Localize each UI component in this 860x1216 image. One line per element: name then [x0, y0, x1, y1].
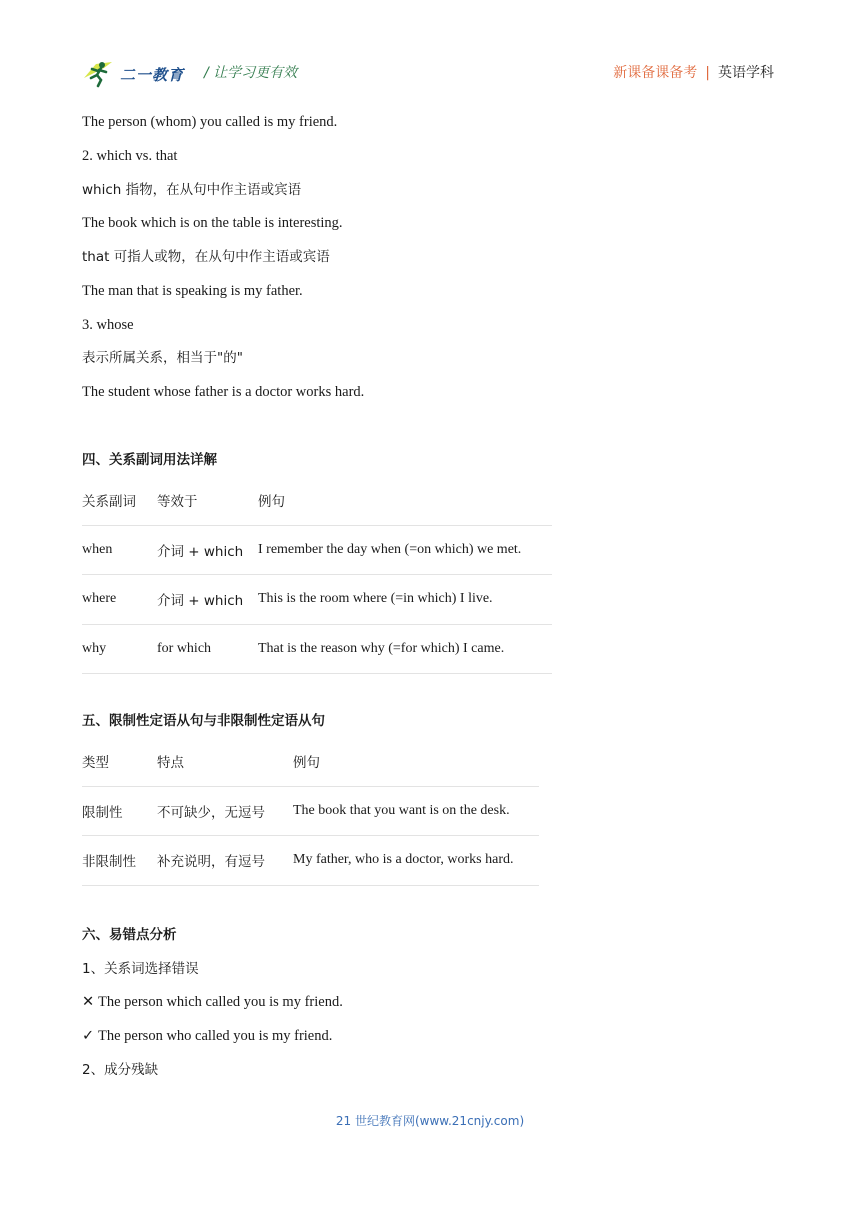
error-item-title: 1、关系词选择错误 — [82, 961, 199, 977]
runner-logo-icon — [82, 56, 122, 88]
explanation-text: that 可指人或物，在从句中作主语或宾语 — [82, 249, 330, 265]
table-cell: 介词 + which — [157, 575, 258, 625]
error-item-title: 2、成分残缺 — [82, 1062, 159, 1078]
table-cell: 非限制性 — [82, 836, 157, 886]
table-cell: That is the reason why (=for which) I came. — [258, 624, 552, 674]
section-heading: 六、易错点分析 — [82, 927, 177, 943]
table-cell: 不可缺少，无逗号 — [157, 786, 293, 836]
table-row — [82, 575, 552, 625]
column-header: 例句 — [258, 476, 552, 525]
column-header: 关系副词 — [82, 476, 157, 525]
table-cell: when — [82, 525, 157, 575]
explanation-text: which 指物，在从句中作主语或宾语 — [82, 182, 302, 198]
example-sentence: The book which is on the table is interesting. — [82, 215, 343, 231]
table-cell: My father, who is a doctor, works hard. — [293, 836, 539, 886]
header-subject — [613, 62, 774, 82]
explanation-text: 表示所属关系，相当于"的" — [82, 350, 243, 366]
column-header: 等效于 — [157, 476, 258, 525]
page-footer: 21 世纪教育网(www.21cnjy.com) — [335, 1114, 525, 1128]
table-cell: 限制性 — [82, 786, 157, 836]
column-header: 类型 — [82, 737, 157, 786]
section-heading: 五、限制性定语从句与非限制性定语从句 — [82, 713, 325, 729]
page-header — [82, 56, 774, 90]
example-sentence: The person (whom) you called is my friend. — [82, 114, 338, 130]
wrong-sentence: The person which called you is my friend. — [98, 994, 343, 1010]
example-sentence: The student whose father is a doctor works hard. — [82, 384, 365, 400]
table-header-row — [82, 476, 552, 525]
column-header: 特点 — [157, 737, 293, 786]
table-row — [82, 624, 552, 674]
subsection-title: 3. whose — [82, 317, 134, 333]
logo — [82, 56, 192, 88]
table-cell: The book that you want is on the desk. — [293, 786, 539, 836]
table-cell: I remember the day when (=on which) we met. — [258, 525, 552, 575]
slogan: / 让学习更有效 — [204, 65, 298, 81]
table-row — [82, 786, 539, 836]
example-sentence: The man that is speaking is my father. — [82, 283, 303, 299]
column-header: 例句 — [293, 737, 539, 786]
right-sentence: The person who called you is my friend. — [98, 1028, 333, 1044]
table-row — [82, 525, 552, 575]
right-example — [82, 1026, 332, 1046]
table-cell: for which — [157, 624, 258, 674]
subsection-title: 2. which vs. that — [82, 148, 178, 164]
table-cell: This is the room where (=in which) I live. — [258, 575, 552, 625]
subject-label: 英语学科 — [718, 65, 774, 81]
section-heading: 四、关系副词用法详解 — [82, 452, 217, 468]
table-cell: 介词 + which — [157, 525, 258, 575]
logo-text: 二一教育 — [120, 66, 185, 84]
table-row — [82, 836, 539, 886]
table-cell: 补充说明，有逗号 — [157, 836, 293, 886]
table-cell: where — [82, 575, 157, 625]
table-cell: why — [82, 624, 157, 674]
wrong-example — [82, 992, 343, 1012]
table-header-row — [82, 737, 539, 786]
clause-type-table — [82, 737, 539, 886]
header-separator: | — [705, 65, 710, 81]
check-icon: ✓ — [82, 1028, 95, 1044]
relative-adverb-table — [82, 476, 552, 674]
cross-icon: ✕ — [82, 994, 95, 1010]
course-label: 新课备课备考 — [613, 65, 698, 81]
